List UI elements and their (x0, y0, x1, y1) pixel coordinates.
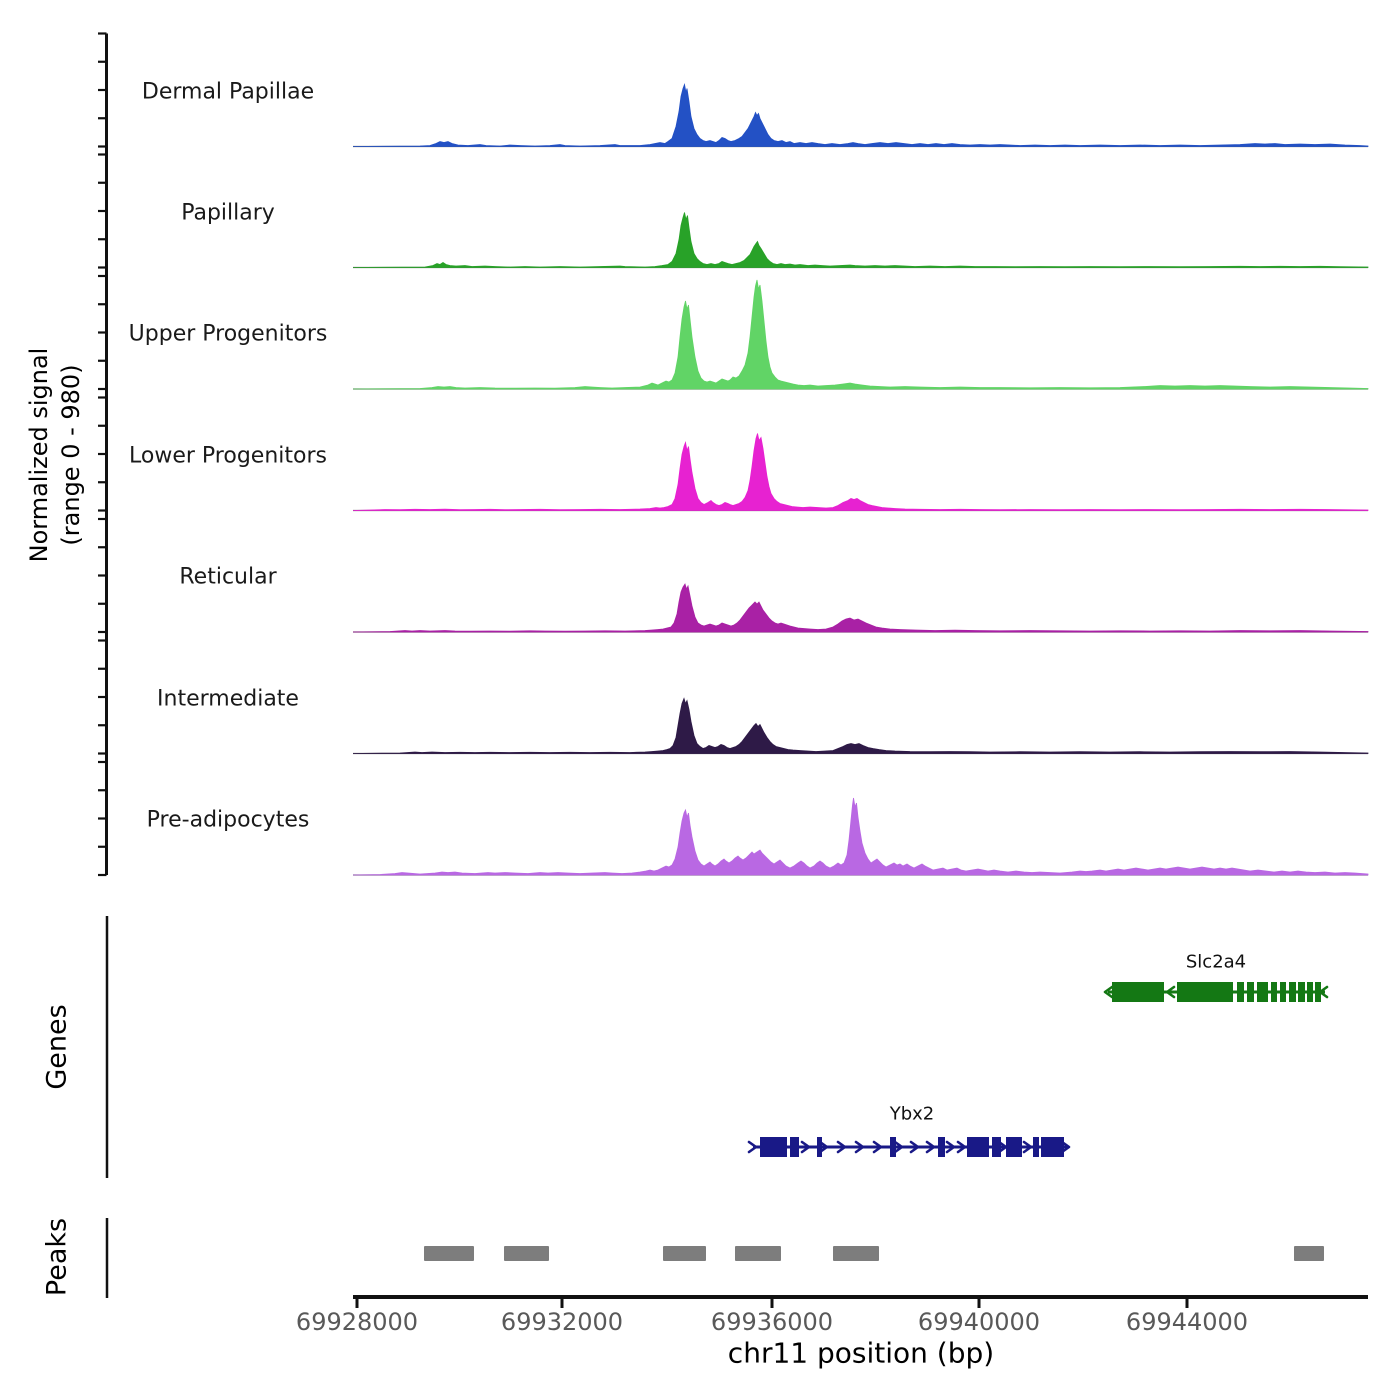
genes-section-label: Genes (41, 1004, 73, 1090)
signal-area-papillary (353, 213, 1368, 268)
gene-exon-slc2a4 (1315, 982, 1321, 1002)
x-tick-label-69936000: 69936000 (710, 1308, 834, 1336)
track-label-dermal-papillae: Dermal Papillae (141, 79, 315, 104)
gene-exon-ybx2 (1041, 1137, 1064, 1157)
track-label-papillary: Papillary (181, 200, 275, 225)
signal-area-dermal-papillae (353, 85, 1368, 147)
gene-exon-slc2a4 (1112, 982, 1164, 1002)
gene-label-slc2a4: Slc2a4 (1185, 951, 1247, 973)
gene-exon-ybx2 (938, 1137, 945, 1157)
track-label-pre-adipocytes: Pre-adipocytes (146, 807, 310, 833)
peak-box (1294, 1246, 1324, 1261)
gene-exon-ybx2 (817, 1137, 822, 1157)
peaks-section-label: Peaks (41, 1217, 73, 1297)
track-label-upper-progenitors: Upper Progenitors (128, 321, 328, 347)
gene-exon-slc2a4 (1280, 982, 1286, 1002)
track-label-reticular: Reticular (179, 564, 277, 590)
gene-label-ybx2: Ybx2 (889, 1103, 935, 1125)
x-tick-label-69932000: 69932000 (500, 1308, 624, 1336)
gene-exon-slc2a4 (1307, 982, 1313, 1002)
peak-box (663, 1246, 706, 1261)
x-axis-title: chr11 position (bp) (727, 1336, 995, 1370)
peak-box (504, 1246, 549, 1261)
gene-exon-ybx2 (967, 1137, 989, 1157)
track-label-lower-progenitors: Lower Progenitors (129, 443, 327, 468)
gene-exon-slc2a4 (1298, 982, 1305, 1002)
signal-area-intermediate (353, 699, 1368, 754)
y-axis-label-line2: (range 0 - 980) (57, 364, 85, 546)
y-axis-label (23, 348, 87, 563)
gene-exon-slc2a4 (1289, 982, 1296, 1002)
signal-area-pre-adipocytes (353, 798, 1368, 875)
peak-box (735, 1246, 781, 1261)
gene-exon-ybx2 (992, 1137, 1001, 1157)
strand-arrow-icon (749, 1142, 756, 1152)
gene-exon-slc2a4 (1271, 982, 1277, 1002)
y-axis-label-line1: Normalized signal (25, 347, 53, 563)
gene-exon-ybx2 (790, 1137, 799, 1157)
x-tick-label-69940000: 69940000 (917, 1308, 1041, 1336)
peak-box (424, 1246, 474, 1261)
gene-exon-ybx2 (1006, 1137, 1022, 1157)
track-label-intermediate: Intermediate (157, 686, 299, 711)
signal-area-lower-progenitors (353, 434, 1368, 511)
signal-area-reticular (353, 584, 1368, 632)
x-tick-label-69928000: 69928000 (295, 1308, 419, 1336)
gene-exon-slc2a4 (1247, 982, 1254, 1002)
gene-exon-ybx2 (890, 1137, 896, 1157)
signal-area-upper-progenitors (353, 280, 1368, 389)
x-tick-label-69944000: 69944000 (1125, 1308, 1249, 1336)
peak-box (833, 1246, 879, 1261)
gene-exon-slc2a4 (1257, 982, 1268, 1002)
gene-exon-ybx2 (1033, 1137, 1039, 1157)
gene-exon-ybx2 (760, 1137, 787, 1157)
gene-exon-slc2a4 (1177, 982, 1233, 1002)
gene-exon-slc2a4 (1237, 982, 1244, 1002)
